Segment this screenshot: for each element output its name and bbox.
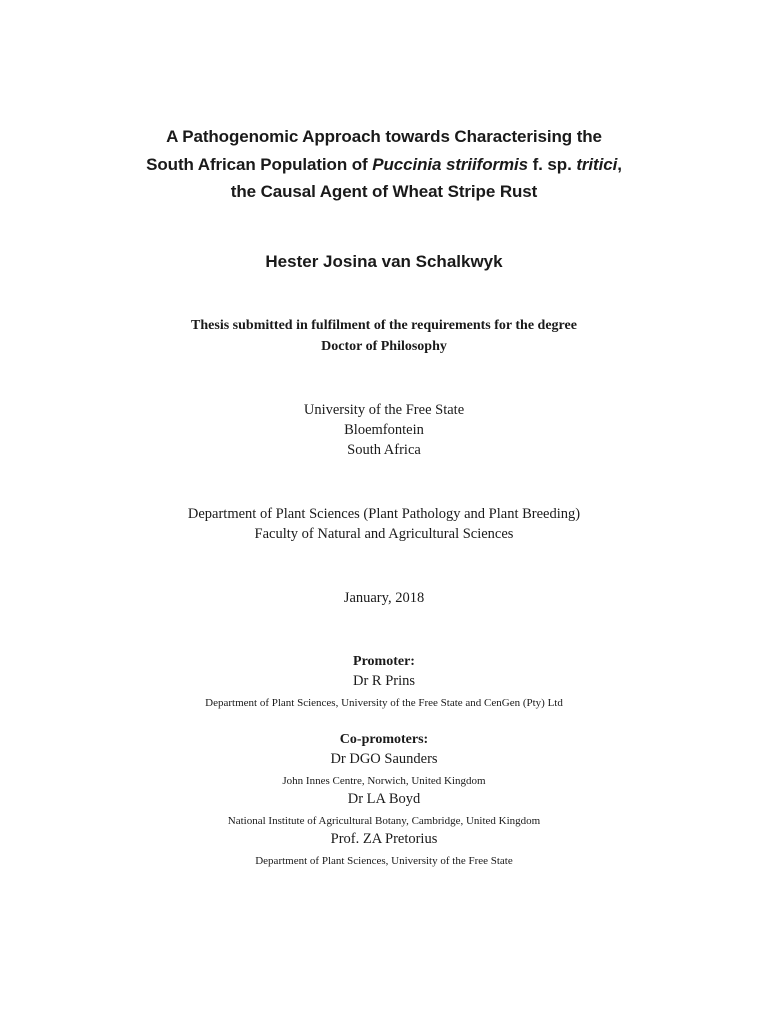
species-name: Puccinia striiformis: [372, 155, 528, 174]
copromoter-name: Prof. ZA Pretorius: [330, 831, 438, 847]
forma-specialis-name: tritici: [576, 155, 618, 174]
copromoter-name: Dr DGO Saunders: [330, 751, 438, 767]
thesis-title-line-3: the Causal Agent of Wheat Stripe Rust: [230, 182, 538, 201]
degree-name: Doctor of Philosophy: [321, 339, 447, 354]
promoter-heading: Promoter:: [353, 654, 415, 669]
department-name: Department of Plant Sciences (Plant Pathology and Plant Breeding): [187, 506, 581, 522]
title-line-2-suffix: ,: [617, 155, 622, 174]
country-name: South Africa: [347, 442, 421, 458]
university-name: University of the Free State: [303, 402, 465, 418]
author-name: Hester Josina van Schalkwyk: [265, 252, 503, 271]
promoter-affiliation: Department of Plant Sciences, University of the Free State and CenGen (Pty) Ltd: [205, 697, 563, 709]
copromoter-affiliation: John Innes Centre, Norwich, United Kingdom: [282, 775, 486, 787]
promoter-name: Dr R Prins: [352, 673, 416, 689]
title-line-2-mid: f. sp.: [528, 155, 577, 174]
thesis-title-line-2: [0, 155, 768, 175]
thesis-title-line-1: A Pathogenomic Approach towards Characterising the: [166, 127, 602, 146]
copromoter-affiliation: National Institute of Agricultural Botany, Cambridge, United Kingdom: [227, 815, 541, 827]
city-name: Bloemfontein: [344, 422, 424, 438]
copromoter-name: Dr LA Boyd: [347, 791, 421, 807]
copromoters-heading: Co-promoters:: [339, 732, 429, 747]
submission-date: January, 2018: [343, 590, 425, 606]
degree-statement: Thesis submitted in fulfilment of the requirements for the degree: [191, 318, 577, 333]
faculty-name: Faculty of Natural and Agricultural Sciences: [254, 526, 514, 542]
title-line-2-prefix: South African Population of: [146, 155, 373, 174]
copromoter-affiliation: Department of Plant Sciences, University of the Free State: [255, 855, 513, 867]
